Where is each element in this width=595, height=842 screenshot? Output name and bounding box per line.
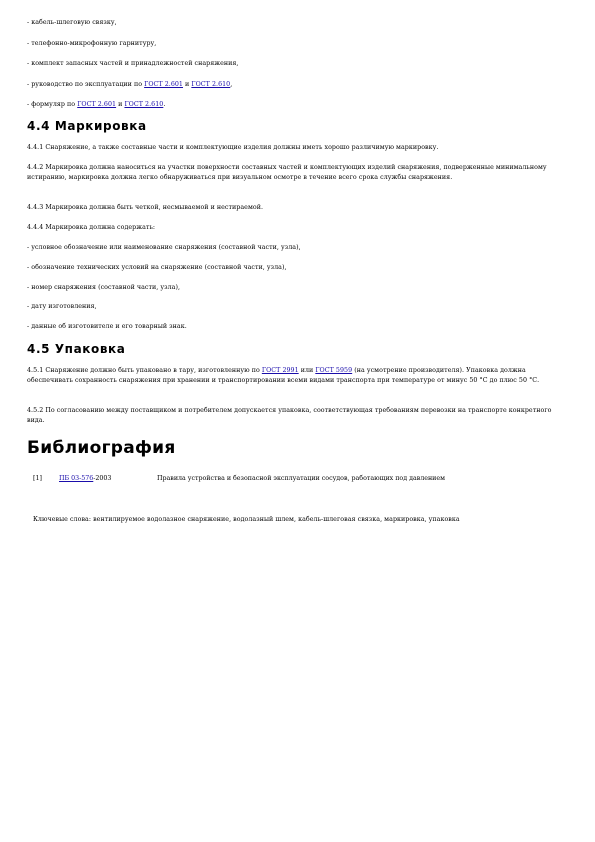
paragraph: 4.4.3 Маркировка должна быть четкой, несмываемой и нестираемой. [27, 204, 264, 211]
paragraph: 4.5.2 По согласованию между поставщиком и потребителем допускается упаковка, соответствующая требованиям перевозки на транспорте конкретного вида. [27, 407, 552, 424]
list-item: - кабель-шлеговую связку, [27, 19, 117, 26]
conjunction: и [116, 101, 125, 108]
packaging-text-b: или [298, 367, 316, 374]
keywords: Ключевые слова: вентилируемое водолазное снаряжение, водолазный шлем, кабель-шлеговая связка, маркировка, упаковка [33, 516, 460, 523]
packaging-text-a: 4.5.1 Снаряжение должно быть упаковано в тару, изготовленную по [27, 367, 262, 374]
list-item-manual [27, 80, 567, 90]
list-item: - данные об изготовителе и его товарный знак. [27, 323, 187, 330]
paragraph: 4.4.2 Маркировка должна наноситься на участки поверхности составных частей и комплектующих изделий снаряжения, подверженные минимальному истиранию, маркировка должна легко обнаруживаться при визуальном осмотре в течение всего срока службы снаряжения. [27, 164, 547, 181]
paragraph-packaging [27, 366, 567, 386]
packaging-text-c: (на усмотрение производителя). Упаковка должна обеспечивать сохранность снаряжения при хранении и транспортировании всеми видами транспорта при температуре от минус 50 °С до плюс 50 °С. [27, 367, 540, 384]
punctuation: . [163, 101, 166, 108]
section-heading-packaging: 4.5 Упаковка [27, 342, 126, 356]
bibliography-description: Правила устройства и безопасной эксплуатации сосудов, работающих под давлением [157, 475, 445, 482]
formular-text: - формуляр по [27, 101, 78, 108]
paragraph: 4.4.4 Маркировка должна содержать: [27, 224, 156, 231]
gost-2610-link[interactable]: ГОСТ 2.610 [124, 101, 164, 108]
bibliography-number: [1] [33, 475, 42, 482]
list-item: - телефонно-микрофонную гарнитуру, [27, 40, 157, 47]
list-item: - дату изготовления, [27, 303, 97, 310]
gost-5959-link[interactable]: ГОСТ 5959 [315, 367, 353, 374]
paragraph: 4.4.1 Снаряжение, а также составные части и комплектующие изделия должны иметь хорошо различимую маркировку. [27, 144, 439, 151]
manual-text: - руководство по эксплуатации по [27, 81, 145, 88]
punctuation: , [230, 81, 233, 88]
gost-2610-link[interactable]: ГОСТ 2.610 [191, 81, 231, 88]
bibliography-heading: Библиография [27, 438, 176, 458]
list-item: - обозначение технических условий на снаряжение (составной части, узла), [27, 264, 287, 271]
bibliography-code-year: -2003 [93, 475, 112, 482]
gost-2601-link[interactable]: ГОСТ 2.601 [77, 101, 117, 108]
list-item-formular [27, 100, 567, 110]
section-heading-marking: 4.4 Маркировка [27, 119, 147, 133]
list-item: - комплект запасных частей и принадлежностей снаряжения, [27, 60, 239, 67]
list-item: - условное обозначение или наименование снаряжения (составной части, узла), [27, 244, 301, 251]
pb-03-576-link[interactable]: ПБ 03-576 [59, 475, 94, 482]
gost-2991-link[interactable]: ГОСТ 2991 [261, 367, 299, 374]
bibliography-code [59, 474, 111, 484]
list-item: - номер снаряжения (составной части, узла), [27, 284, 181, 291]
gost-2601-link[interactable]: ГОСТ 2.601 [144, 81, 183, 88]
conjunction: и [183, 81, 192, 88]
